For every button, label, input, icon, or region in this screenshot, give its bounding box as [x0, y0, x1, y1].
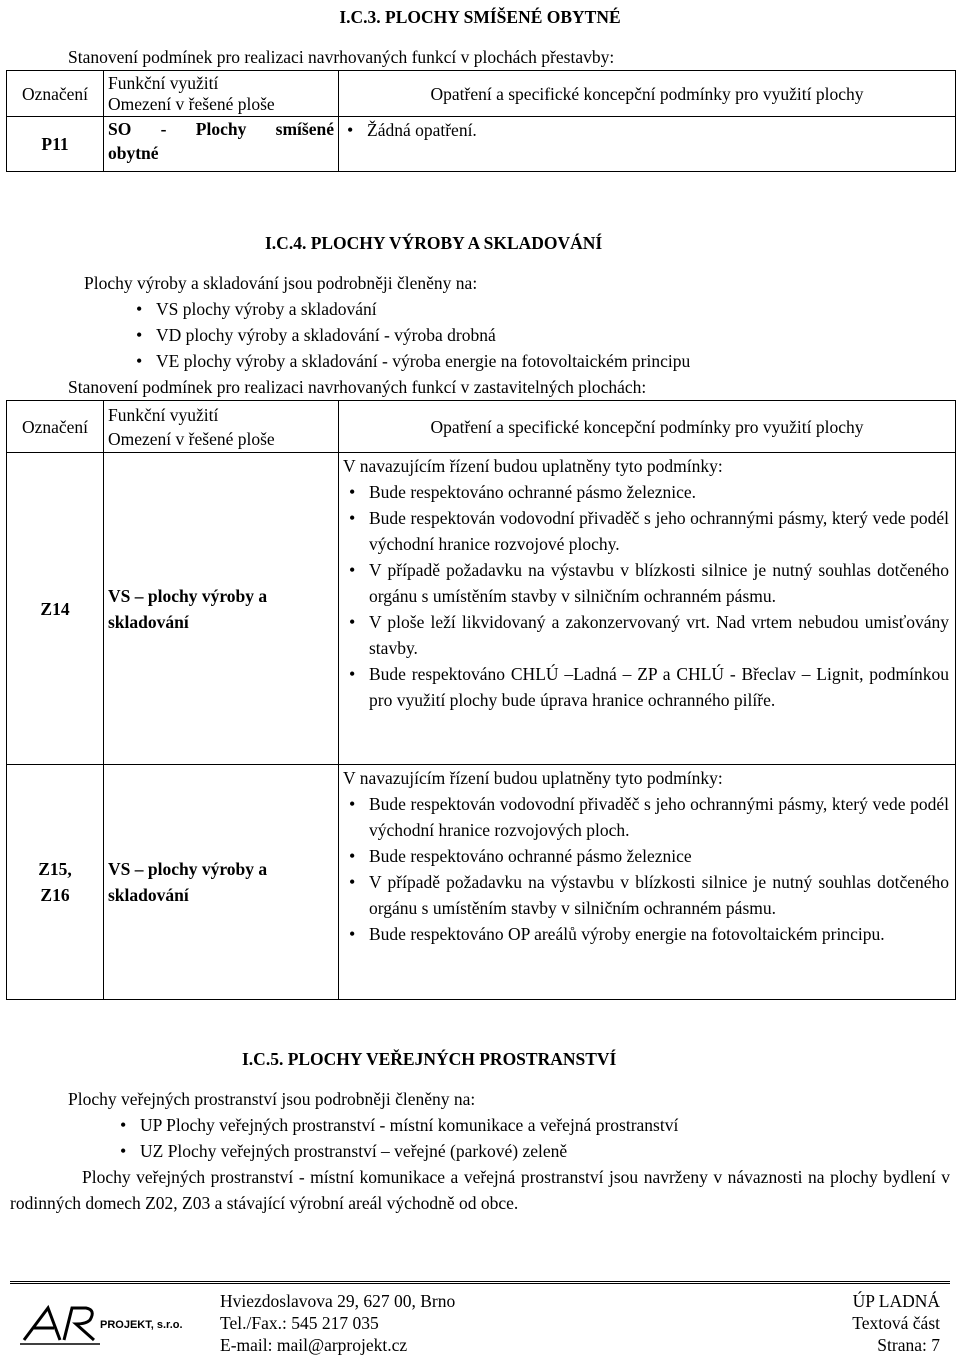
logo-text: PROJEKT, s.r.o. [100, 1319, 183, 1331]
section-5-paragraph: Plochy veřejných prostranství - místní komunikace a veřejná prostranství jsou navrženy v návaznosti na plochy bydlení v rodinných domech Z02, Z03 a stávající výrobní areál východně od obce. [10, 1167, 950, 1213]
col-header-function: Funkční využití Omezení v řešené ploše [104, 401, 339, 453]
row-measures [339, 117, 956, 172]
list-item: • VS plochy výroby a skladování [130, 296, 910, 322]
list-item: • V případě požadavku na výstavbu v blízkosti silnice je nutný souhlas dotčeného orgánu s umístěním stavby v silničním ochranném pásmu. [343, 869, 949, 921]
footer-project [852, 1290, 940, 1356]
list-item: • VD plochy výroby a skladování - výroba drobná [130, 322, 910, 348]
list-item: • V ploše leží likvidovaný a zakonzervovaný vrt. Nad vrtem nebudou umisťovány stavby. [343, 609, 949, 661]
footer-page-number: Strana: 7 [877, 1335, 940, 1355]
list-item: • Žádná opatření. [341, 117, 951, 143]
row-measures [339, 453, 956, 765]
col-header-label: Označení [7, 71, 104, 117]
row-id: Z14 [7, 453, 104, 765]
footer-address: Hviezdoslavova 29, 627 00, Brno [220, 1291, 456, 1311]
footer-project-name: ÚP LADNÁ [852, 1291, 940, 1311]
list-item: • UZ Plochy veřejných prostranství – veřejné (parkové) zeleně [114, 1138, 914, 1164]
section-3-table [6, 70, 956, 172]
col-header-label: Označení [7, 401, 104, 453]
list-item: • Bude respektován vodovodní přivaděč s jeho ochrannými pásmy, který vede podél východní hranice rozvojových ploch. [343, 791, 949, 843]
company-logo [20, 1300, 210, 1350]
list-item: • Bude respektováno OP areálů výroby energie na fotovoltaickém principu. [343, 921, 949, 947]
footer-phone: Tel./Fax.: 545 217 035 [220, 1313, 379, 1333]
list-item: • Bude respektován vodovodní přivaděč s jeho ochrannými pásmy, který vede podél východní hranice rozvojové plochy. [343, 505, 949, 557]
list-item: • Bude respektováno ochranné pásmo železnice. [343, 479, 949, 505]
list-item: • UP Plochy veřejných prostranství - místní komunikace a veřejná prostranství [114, 1112, 914, 1138]
col-header-function: Funkční využití Omezení v řešené ploše [104, 71, 339, 117]
section-4-intro: Plochy výroby a skladování jsou podrobněji členěny na: [84, 273, 478, 293]
col-header-measures: Opatření a specifické koncepční podmínky pro využití plochy [339, 71, 956, 117]
row-id: P11 [7, 117, 104, 172]
list-item: • VE plochy výroby a skladování - výroba energie na fotovoltaickém principu [130, 348, 910, 374]
row-function: SO - Plochy smíšené obytné [104, 117, 339, 172]
section-5-heading: I.C.5. PLOCHY VEŘEJNÝCH PROSTRANSTVÍ [242, 1049, 617, 1069]
list-item: • Bude respektováno ochranné pásmo železnice [343, 843, 949, 869]
row-measures [339, 765, 956, 1000]
section-3-heading: I.C.3. PLOCHY SMÍŠENÉ OBYTNÉ [339, 7, 621, 27]
footer-part: Textová část [852, 1313, 940, 1333]
section-4-table [6, 400, 956, 1000]
section-4-heading: I.C.4. PLOCHY VÝROBY A SKLADOVÁNÍ [265, 233, 603, 253]
conditions-lead: V navazujícím řízení budou uplatněny tyto podmínky: [343, 768, 723, 788]
section-5-list [114, 1112, 914, 1164]
footer-rule [10, 1281, 950, 1284]
row-function: VS – plochy výroby a skladování [104, 453, 339, 765]
row-id: Z15, Z16 [7, 765, 104, 1000]
footer-email: E-mail: mail@arprojekt.cz [220, 1335, 408, 1355]
col-header-measures: Opatření a specifické koncepční podmínky pro využití plochy [339, 401, 956, 453]
list-item: • Bude respektováno CHLÚ –Ladná – ZP a CHLÚ - Břeclav – Lignit, podmínkou pro využití plochy bude úprava hranice ochranného pilíře. [343, 661, 949, 713]
row-function: VS – plochy výroby a skladování [104, 765, 339, 1000]
footer-contact [220, 1290, 455, 1356]
list-item: • V případě požadavku na výstavbu v blízkosti silnice je nutný souhlas dotčeného orgánu s umístěním stavby v silničním ochranném pásmu. [343, 557, 949, 609]
conditions-lead: V navazujícím řízení budou uplatněny tyto podmínky: [343, 456, 723, 476]
section-4-intro2: Stanovení podmínek pro realizaci navrhovaných funkcí v zastavitelných plochách: [68, 377, 647, 397]
section-3-intro: Stanovení podmínek pro realizaci navrhovaných funkcí v plochách přestavby: [68, 47, 615, 67]
section-5-intro: Plochy veřejných prostranství jsou podrobněji členěny na: [68, 1089, 476, 1109]
section-4-list [130, 296, 910, 374]
